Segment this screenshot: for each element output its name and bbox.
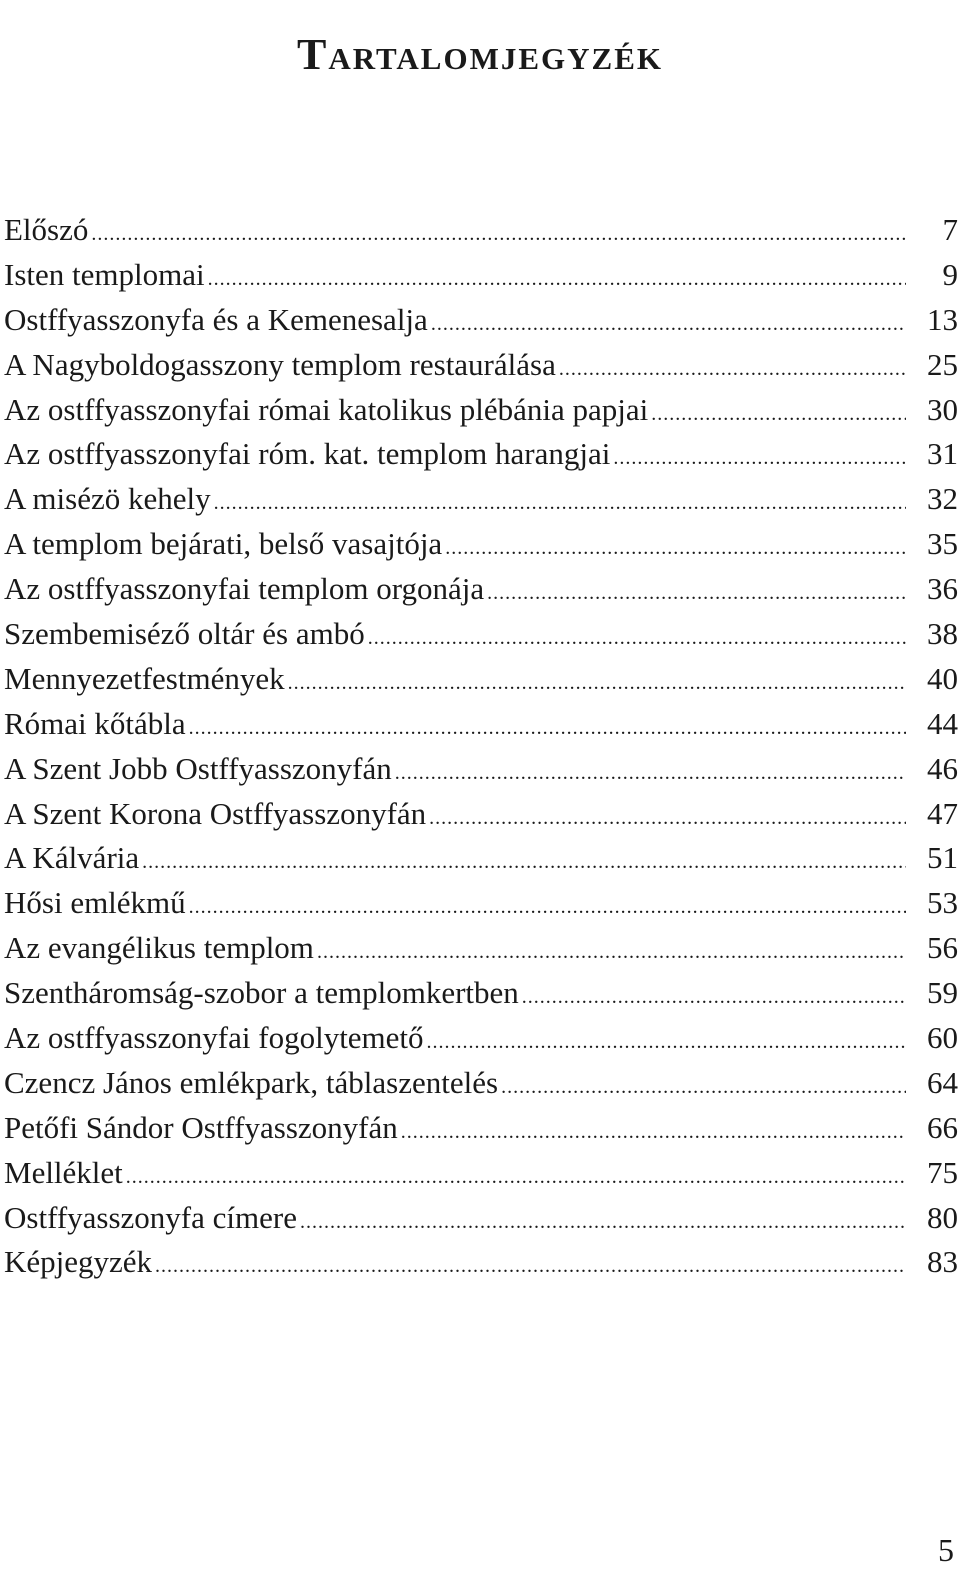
dot-leader — [487, 571, 906, 616]
entry-title: Az ostffyasszonyfai fogolytemető — [4, 1020, 424, 1056]
entry-title: Az evangélikus templom — [4, 930, 314, 966]
entry-page-number: 32 — [927, 481, 958, 517]
toc-entry — [4, 881, 958, 926]
toc-entry — [4, 567, 958, 612]
dot-leader — [208, 257, 906, 302]
entry-page-number: 47 — [927, 795, 958, 831]
entry-page-number: 30 — [927, 391, 958, 427]
dot-leader — [300, 1200, 906, 1245]
toc-entry — [4, 657, 958, 702]
dot-leader — [613, 436, 906, 481]
page-title: Tartalomjegyzék — [297, 30, 663, 80]
toc-entry — [4, 971, 958, 1016]
toc-entry — [4, 1106, 958, 1151]
dot-leader — [429, 796, 906, 841]
entry-title: Az ostffyasszonyfai római katolikus plébánia papjai — [4, 391, 649, 427]
toc-entry — [4, 477, 958, 522]
toc-entry — [4, 1196, 958, 1241]
entry-page-number: 40 — [927, 660, 958, 696]
entry-title: Szembemiséző oltár és ambó — [4, 616, 365, 652]
dot-leader — [431, 302, 906, 347]
entry-title: A misézö kehely — [4, 481, 211, 517]
toc-entry — [4, 702, 958, 747]
entry-title: Képjegyzék — [4, 1244, 153, 1280]
entry-page-number: 83 — [927, 1244, 958, 1280]
toc-entry — [4, 747, 958, 792]
entry-title: Hősi emlékmű — [4, 885, 186, 921]
toc-entry — [4, 298, 958, 343]
entry-page-number: 13 — [927, 301, 958, 337]
dot-leader — [401, 1110, 906, 1155]
dot-leader — [214, 481, 906, 526]
dot-leader — [126, 1155, 906, 1200]
entry-page-number: 60 — [927, 1020, 958, 1056]
entry-title: Az ostffyasszonyfai róm. kat. templom harangjai — [4, 436, 611, 472]
entry-title: Ostffyasszonyfa és a Kemenesalja — [4, 301, 428, 337]
toc-entry — [4, 1240, 958, 1285]
dot-leader — [501, 1065, 906, 1110]
entry-page-number: 51 — [927, 840, 958, 876]
entry-page-number: 66 — [927, 1109, 958, 1145]
entry-page-number: 64 — [927, 1064, 958, 1100]
dot-leader — [189, 706, 906, 751]
dot-leader — [559, 347, 906, 392]
entry-page-number: 46 — [927, 750, 958, 786]
dot-leader — [522, 975, 906, 1020]
table-of-contents — [4, 208, 958, 1285]
entry-title: Mennyezetfestmények — [4, 660, 285, 696]
entry-title: Szentháromság-szobor a templomkertben — [4, 975, 519, 1011]
toc-entry — [4, 1151, 958, 1196]
dot-leader — [317, 930, 906, 975]
entry-page-number: 80 — [927, 1199, 958, 1235]
entry-page-number: 9 — [942, 256, 958, 292]
toc-entry — [4, 836, 958, 881]
entry-page-number: 25 — [927, 346, 958, 382]
entry-page-number: 38 — [927, 616, 958, 652]
entry-page-number: 56 — [927, 930, 958, 966]
page-number: 5 — [938, 1532, 954, 1568]
dot-leader — [395, 751, 906, 796]
entry-page-number: 7 — [942, 212, 958, 247]
toc-entry — [4, 926, 958, 971]
entry-title: Petőfi Sándor Ostffyasszonyfán — [4, 1109, 398, 1145]
toc-entry — [4, 1016, 958, 1061]
entry-title: Melléklet — [4, 1154, 123, 1190]
toc-entry — [4, 253, 958, 298]
toc-entry — [4, 612, 958, 657]
dot-leader — [189, 885, 906, 930]
entry-title: A Szent Jobb Ostffyasszonyfán — [4, 750, 392, 786]
toc-entry — [4, 522, 958, 567]
dot-leader — [91, 212, 906, 257]
dot-leader — [142, 840, 906, 885]
entry-title: Az ostffyasszonyfai templom orgonája — [4, 571, 485, 607]
toc-entry — [4, 343, 958, 388]
entry-title: A Nagyboldogasszony templom restaurálása — [4, 346, 556, 382]
entry-page-number: 44 — [927, 705, 958, 741]
entry-title: Római kőtábla — [4, 705, 186, 741]
entry-page-number: 53 — [927, 885, 958, 921]
entry-page-number: 35 — [927, 526, 958, 562]
dot-leader — [155, 1244, 906, 1289]
dot-leader — [427, 1020, 906, 1065]
entry-page-number: 75 — [927, 1154, 958, 1190]
toc-entry — [4, 208, 958, 253]
dot-leader — [288, 661, 906, 706]
entry-title: Czencz János emlékpark, táblaszentelés — [4, 1064, 499, 1100]
dot-leader — [445, 526, 906, 571]
entry-title: Előszó — [4, 212, 89, 247]
toc-entry — [4, 792, 958, 837]
entry-title: Isten templomai — [4, 256, 205, 292]
entry-title: A Szent Korona Ostffyasszonyfán — [4, 795, 427, 831]
toc-entry — [4, 388, 958, 433]
toc-entry — [4, 1061, 958, 1106]
toc-entry — [4, 432, 958, 477]
entry-title: Ostffyasszonyfa címere — [4, 1199, 297, 1235]
dot-leader — [368, 616, 906, 661]
entry-page-number: 36 — [927, 571, 958, 607]
entry-title: A templom bejárati, belső vasajtója — [4, 526, 443, 562]
dot-leader — [651, 392, 906, 437]
entry-page-number: 31 — [927, 436, 958, 472]
entry-title: A Kálvária — [4, 840, 140, 876]
entry-page-number: 59 — [927, 975, 958, 1011]
